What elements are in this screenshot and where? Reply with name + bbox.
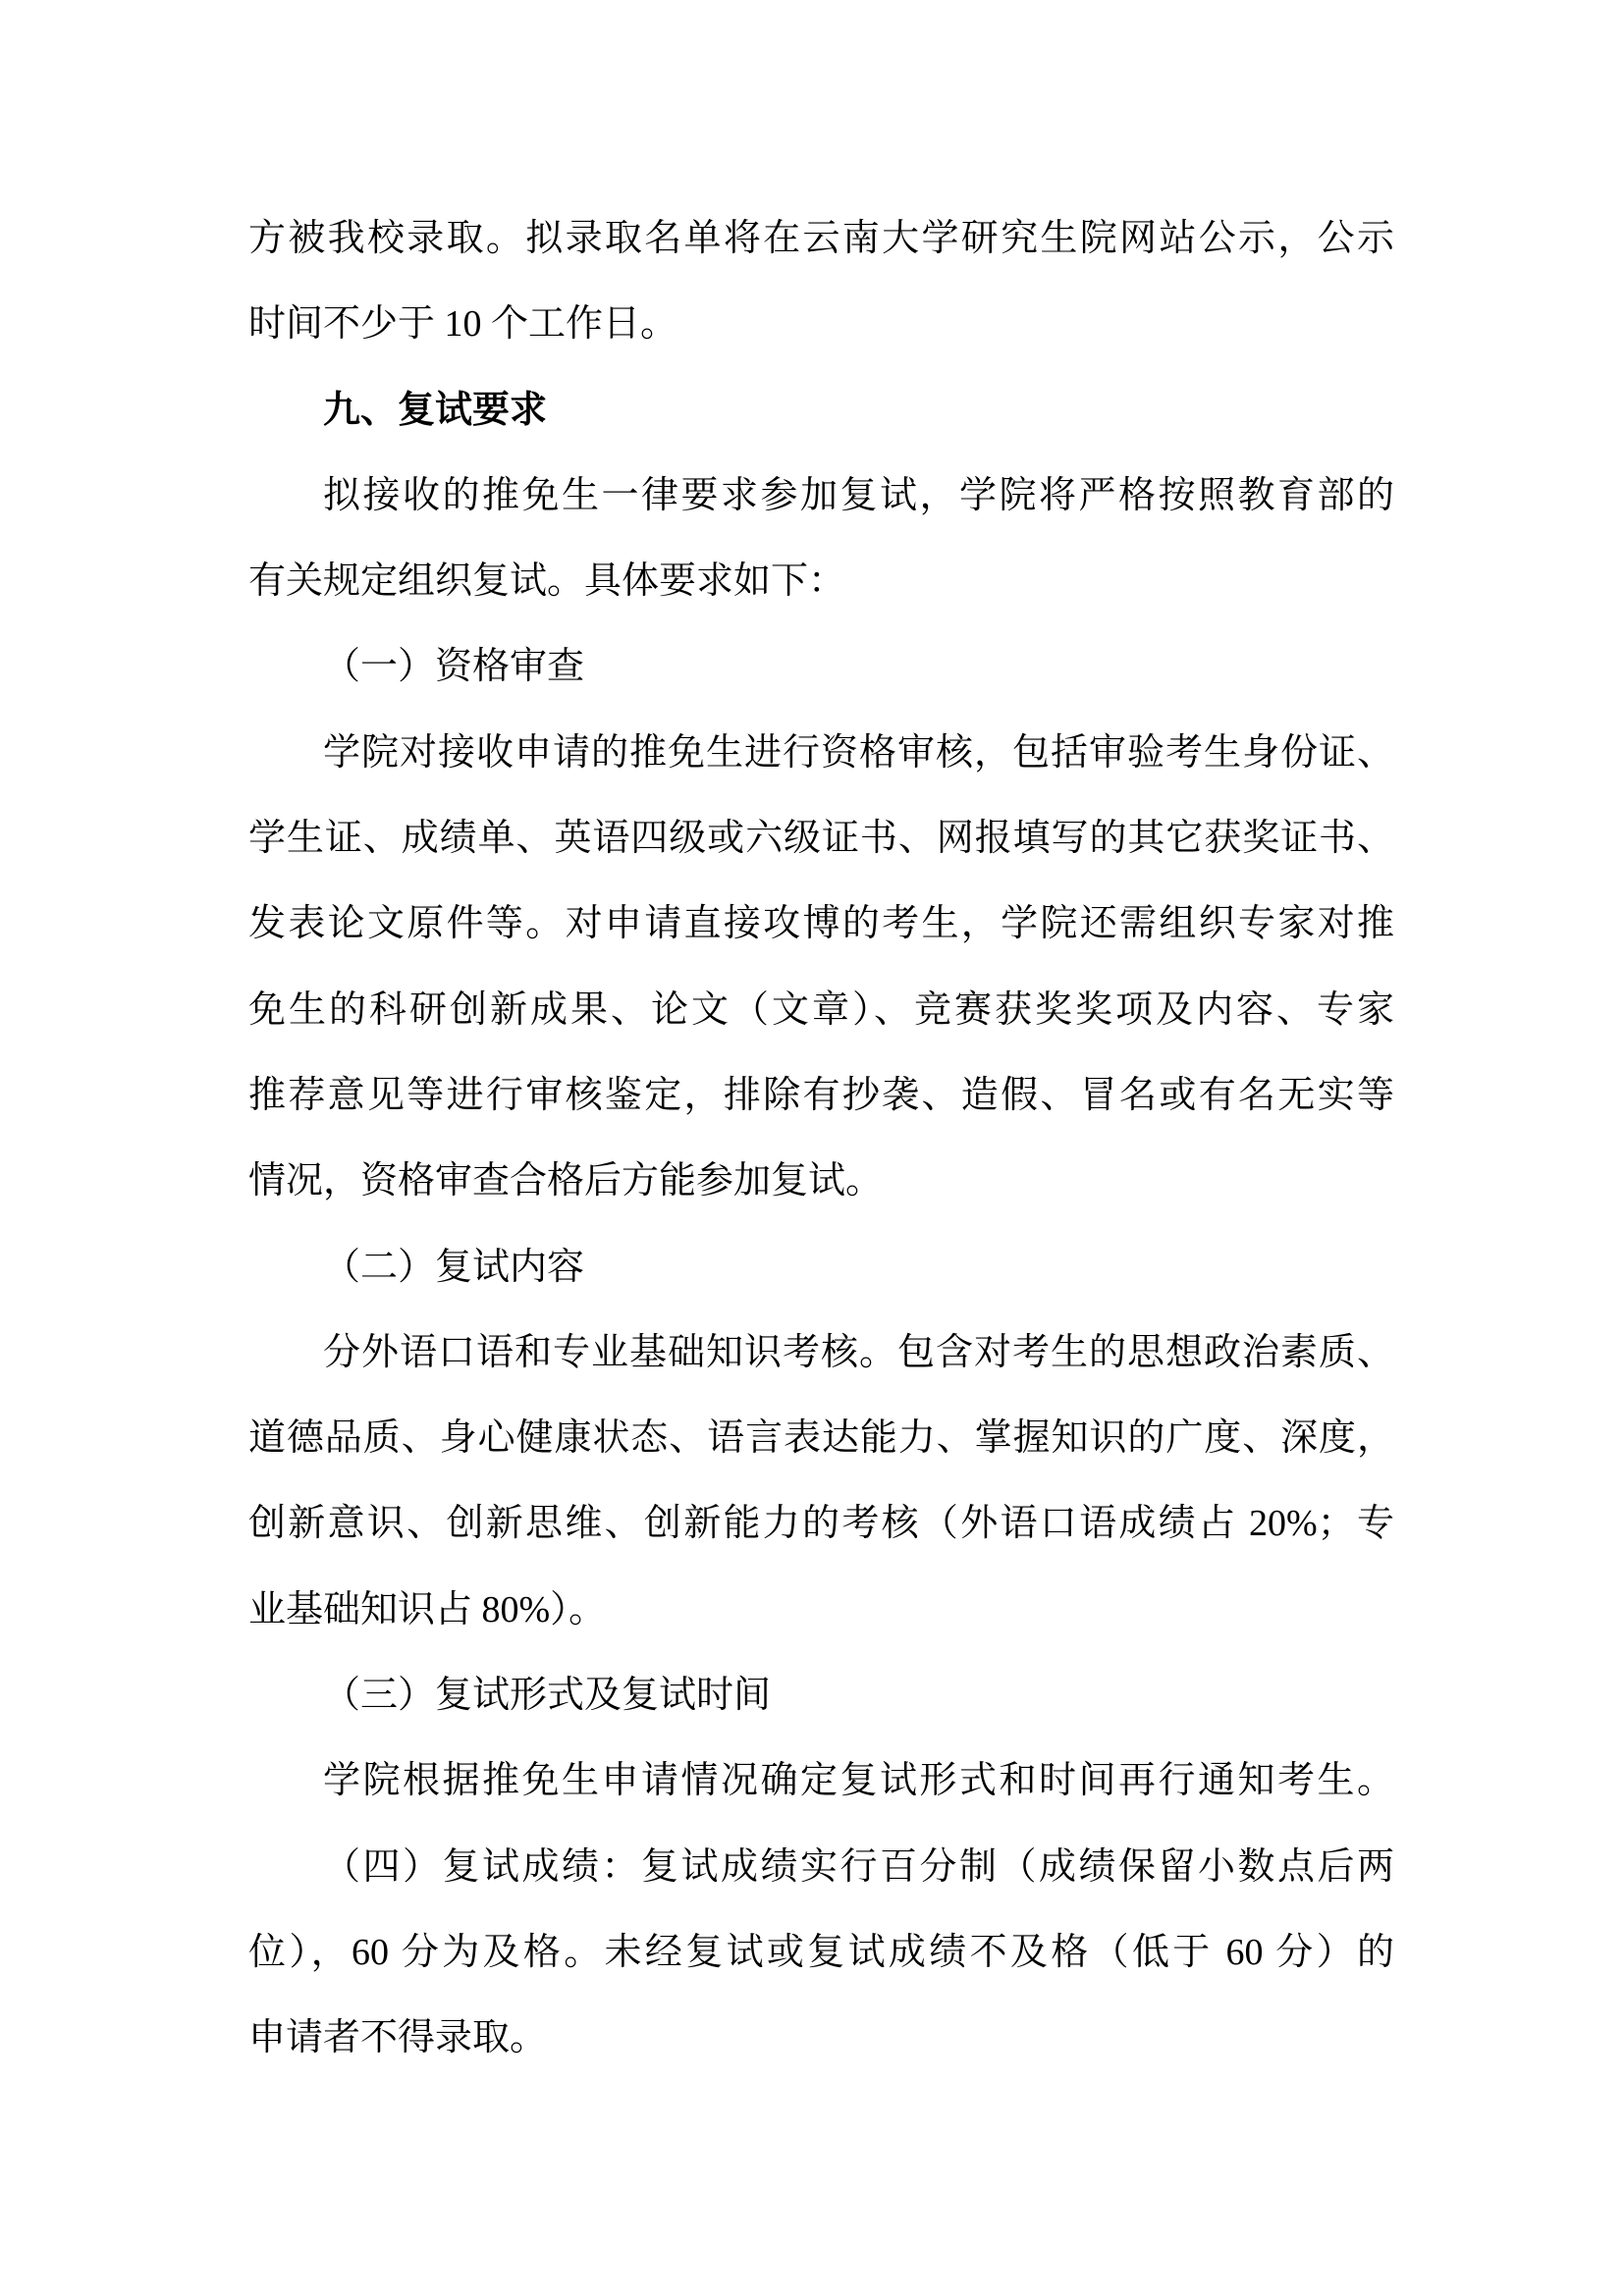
text-line: 情况，资格审查合格后方能参加复试。 [248,1160,884,1202]
text-line: 学院对接收申请的推免生进行资格审核，包括审验考生身份证、 [323,731,1394,774]
text-line: 道德品质、身心健康状态、语言表达能力、掌握知识的广度、深度， [248,1417,1394,1460]
text-line: 学生证、成绩单、英语四级或六级证书、网报填写的其它获奖证书、 [248,818,1394,860]
text-line: 学院根据推免生申请情况确定复试形式和时间再行通知考生。 [323,1760,1394,1802]
text-line: 拟接收的推免生一律要求参加复试，学院将严格按照教育部的 [323,474,1394,516]
text-line: 位），60 分为及格。未经复试或复试成绩不及格（低于 60 分）的 [248,1931,1394,1973]
subsection-heading: （二）复试内容 [323,1246,585,1288]
text-line: 有关规定组织复试。具体要求如下： [248,561,846,603]
subsection-heading: （一）资格审查 [323,646,585,688]
text-line: 创新意识、创新思维、创新能力的考核（外语口语成绩占 20%；专 [248,1503,1394,1545]
text-line: （四）复试成绩：复试成绩实行百分制（成绩保留小数点后两 [323,1845,1394,1888]
text-line: 发表论文原件等。对申请直接攻博的考生，学院还需组织专家对推 [248,903,1394,945]
text-line: 免生的科研创新成果、论文（文章）、竞赛获奖奖项及内容、专家 [248,988,1394,1031]
text-line: 推荐意见等进行审核鉴定，排除有抄袭、造假、冒名或有名无实等 [248,1074,1394,1116]
text-line: 业基础知识占 80%）。 [248,1588,607,1630]
text-line: 方被我校录取。拟录取名单将在云南大学研究生院网站公示，公示 [248,218,1394,259]
section-heading: 九、复试要求 [323,389,548,431]
subsection-heading: （三）复试形式及复试时间 [323,1675,772,1717]
text-line: 申请者不得录取。 [248,2017,548,2059]
text-line: 分外语口语和专业基础知识考核。包含对考生的思想政治素质、 [323,1331,1394,1373]
text-line: 时间不少于 10 个工作日。 [248,303,678,346]
